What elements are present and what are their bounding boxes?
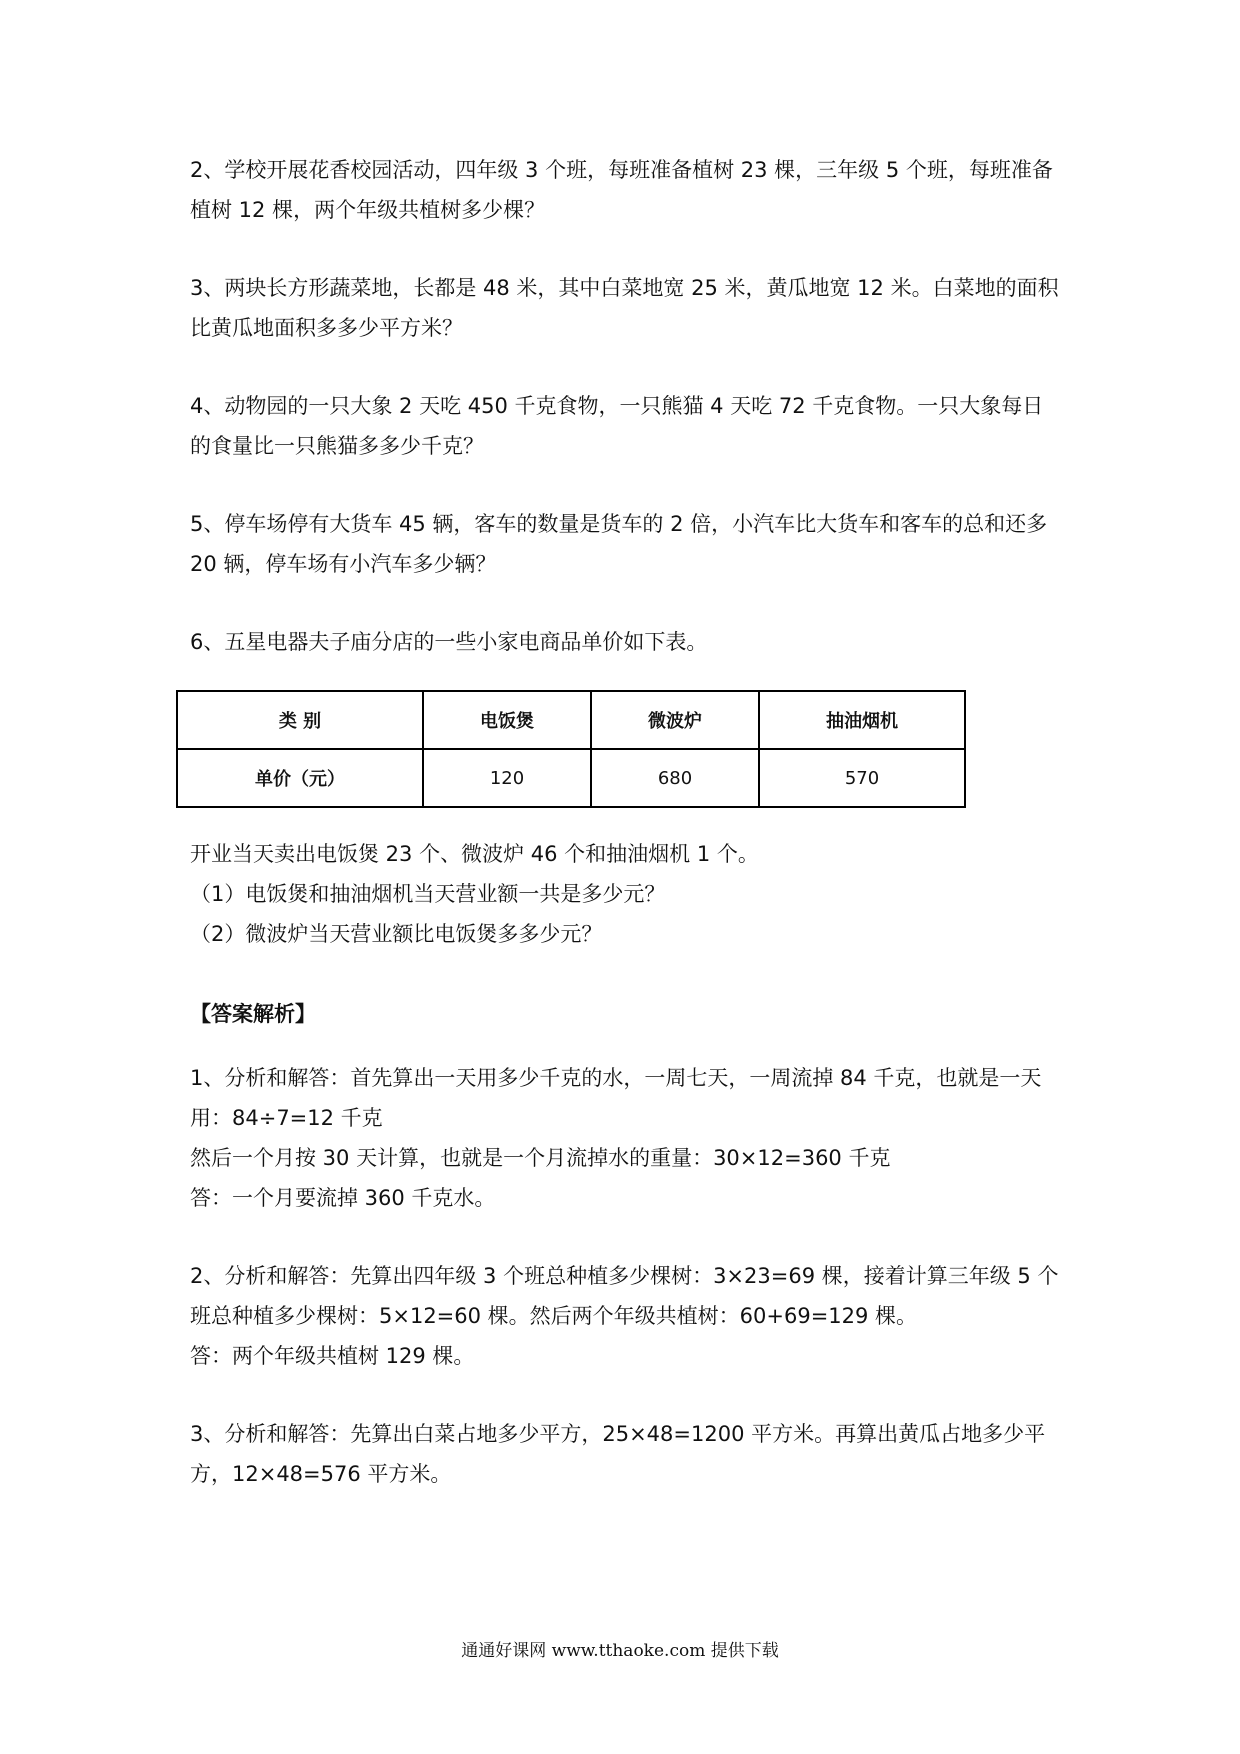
table-row-label-unit-price: 单价（元） <box>177 749 423 807</box>
table-header-range-hood: 抽油烟机 <box>759 691 965 749</box>
table-header-rice-cooker: 电饭煲 <box>423 691 591 749</box>
answer-1-line-2: 然后一个月按 30 天计算，也就是一个月流掉水的重量：30×12=360 千克 <box>190 1146 891 1170</box>
answer-1-line-3: 答：一个月要流掉 360 千克水。 <box>190 1186 496 1210</box>
question-4: 4、动物园的一只大象 2 天吃 450 千克食物，一只熊猫 4 天吃 72 千克食物。一只大象每日的食量比一只熊猫多多少千克？ <box>190 394 1044 458</box>
question-6-sub-1: （1）电饭煲和抽油烟机当天营业额一共是多少元？ <box>190 882 666 906</box>
table-header-category: 类 别 <box>177 691 423 749</box>
document-body <box>190 150 1060 1494</box>
question-6-intro: 开业当天卖出电饭煲 23 个、微波炉 46 个和抽油烟机 1 个。 <box>190 842 759 866</box>
question-6: 6、五星电器夫子庙分店的一些小家电商品单价如下表。 <box>190 630 708 654</box>
page-footer: 通通好课网 www.tthaoke.com 提供下载 <box>461 1641 779 1661</box>
question-2: 2、学校开展花香校园活动，四年级 3 个班，每班准备植树 23 棵，三年级 5 个班，每班准备植树 12 棵，两个年级共植树多少棵？ <box>190 158 1053 222</box>
question-5: 5、停车场停有大货车 45 辆，客车的数量是货车的 2 倍，小汽车比大货车和客车的总和还多 20 辆，停车场有小汽车多少辆？ <box>190 512 1048 576</box>
answer-2-line-2: 答：两个年级共植树 129 棵。 <box>190 1344 475 1368</box>
table-cell-range-hood-price: 570 <box>759 749 965 807</box>
price-table-price-row <box>177 749 965 807</box>
price-table-header-row <box>177 691 965 749</box>
question-6-sub-2: （2）微波炉当天营业额比电饭煲多多少元？ <box>190 922 603 946</box>
answers-title: 【答案解析】 <box>190 1002 316 1026</box>
question-3: 3、两块长方形蔬菜地，长都是 48 米，其中白菜地宽 25 米，黄瓜地宽 12 米。白菜地的面积比黄瓜地面积多多少平方米？ <box>190 276 1059 340</box>
answer-3-line-1: 3、分析和解答：先算出白菜占地多少平方，25×48=1200 平方米。再算出黄瓜占地多少平方，12×48=576 平方米。 <box>190 1422 1046 1486</box>
price-table <box>176 690 966 808</box>
answer-1-line-1: 1、分析和解答：首先算出一天用多少千克的水，一周七天，一周流掉 84 千克，也就是一天用：84÷7=12 千克 <box>190 1066 1042 1130</box>
table-cell-rice-cooker-price: 120 <box>423 749 591 807</box>
table-header-microwave: 微波炉 <box>591 691 759 749</box>
table-cell-microwave-price: 680 <box>591 749 759 807</box>
answer-2-line-1: 2、分析和解答：先算出四年级 3 个班总种植多少棵树：3×23=69 棵，接着计算三年级 5 个班总种植多少棵树：5×12=60 棵。然后两个年级共植树：60+69=129 棵。 <box>190 1264 1059 1328</box>
